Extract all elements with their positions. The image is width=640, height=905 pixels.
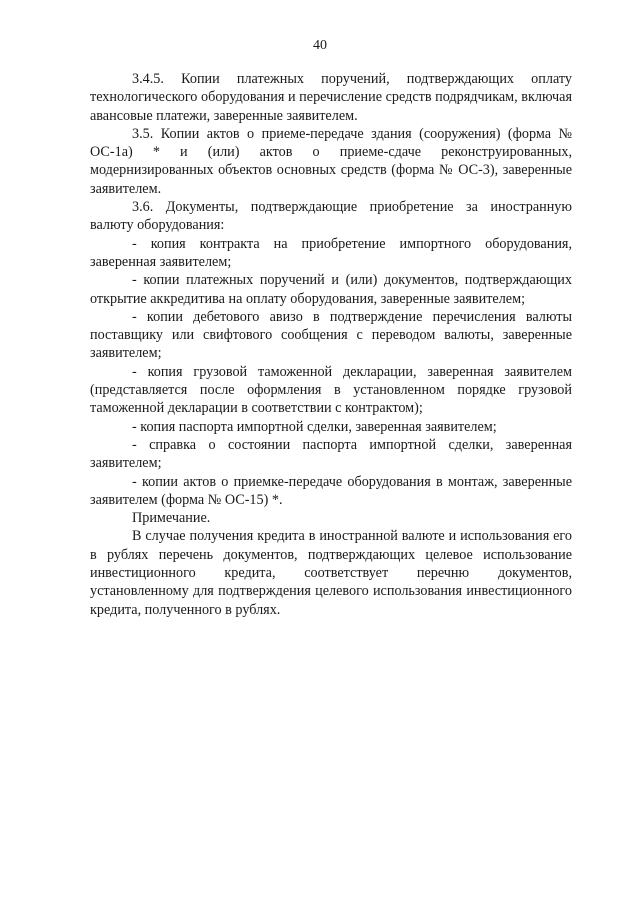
- note-heading: Примечание.: [132, 510, 211, 527]
- list-item-debit-advice: - копии дебетового авизо в подтверждение перечисления валюты поставщику или свифтового сообщения с переводом валюты, заверенные заявителем;: [90, 308, 572, 362]
- list-item-customs-declaration: - копия грузовой таможенной декларации, заверенная заявителем (представляется после оформления в установленном порядке грузовой таможенной декларации в соответствии с контрактом);: [90, 363, 572, 417]
- list-item-deal-passport: - копия паспорта импортной сделки, заверенная заявителем;: [132, 418, 497, 435]
- note-text: В случае получения кредита в иностранной валюте и использования его в рублях перечень документов, подтверждающих целевое использование инвестиционного кредита, соответствует перечню документов, установленному для подтверждения целевого использования инвестиционного кредита, полученного в рублях.: [90, 528, 572, 618]
- list-item-contract-copy: - копия контракта на приобретение импортного оборудования, заверенная заявителем;: [90, 235, 572, 270]
- paragraph-3-6: 3.6. Документы, подтверждающие приобретение за иностранную валюту оборудования:: [90, 199, 572, 234]
- list-item-installation-acts: - копии актов о приемке-передаче оборудования в монтаж, заверенные заявителем (форма № ОС-15) *.: [90, 473, 572, 508]
- document-body: [90, 70, 572, 619]
- list-item-passport-status: - справка о состоянии паспорта импортной сделки, заверенная заявителем;: [90, 436, 572, 472]
- paragraph-3-4-5: 3.4.5. Копии платежных поручений, подтверждающих оплату технологического оборудования и перечисление средств подрядчикам, включая авансовые платежи, заверенные заявителем.: [90, 71, 572, 124]
- paragraph-3-5: 3.5. Копии актов о приеме-передаче здания (сооружения) (форма № ОС-1а) * и (или) актов о приеме-сдаче реконструированных, модернизированных объектов основных средств (форма № ОС-3), заверенные заявителем.: [90, 125, 572, 197]
- list-item-payment-orders: - копии платежных поручений и (или) документов, подтверждающих открытие аккредитива на оплату оборудования, заверенные заявителем;: [90, 272, 572, 307]
- page-number: 40: [313, 38, 327, 53]
